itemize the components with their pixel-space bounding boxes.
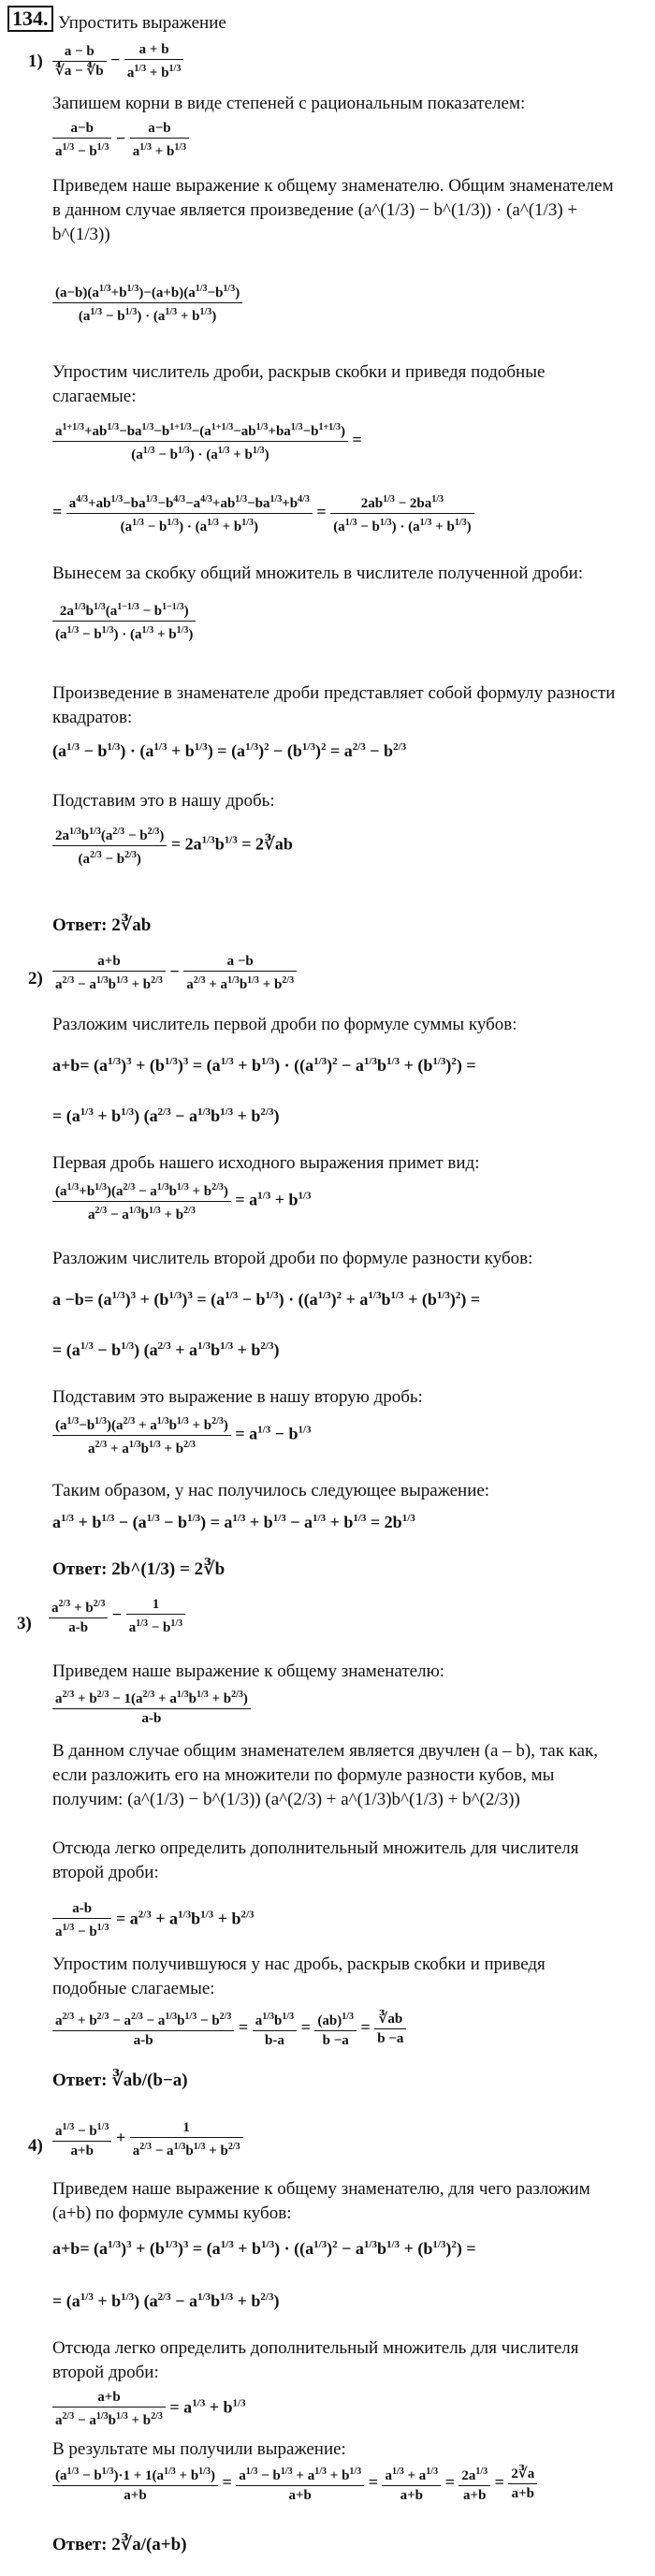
part2-formula-1: $a+b= (a^{1/3})^3 + (b^{1/3})^3 = (a^{1/3} + b^{1/3}) \cdot ((a^{1/3})^2 - a^{1/3}b^{1/3} + (b^{1/3})^2)$ = xyxy=(52,1056,476,1075)
part1-formula-1: $\frac{a-b}{a^{1/3} - b^{1/3}}$ − $\frac{a-b}{a^{1/3} + b^{1/3}}$ xyxy=(52,120,189,160)
part2-expression: $\frac{a+b}{a^{2/3} - a^{1/3}b^{1/3} + b^{2/3}}$ − $\frac{a -b}{a^{2/3} + a^{1/3}b^{1/3} + b^{2/3}}$ xyxy=(52,953,297,993)
part3-text-1: Приведем наше выражение к общему знаменателю: xyxy=(52,1661,445,1681)
part3-formula-2: $\frac{a-b}{a^{1/3} - b^{1/3}}$ = $a^{2/3} + a^{1/3}b^{1/3} + b^{2/3}$ xyxy=(52,1900,255,1940)
part3-answer: Ответ: ∛ab/(b−a) xyxy=(52,2071,188,2090)
part1-expression: $\frac{a - b}{∜a - ∜b}$ − $\frac{a + b}{a^{1/3} + b^{1/3}}$ xyxy=(52,41,183,81)
part1-formula-6: $(a^{1/3} - b^{1/3}) \cdot (a^{1/3} + b^{1/3}) = (a^{1/3})^2 - (b^{1/3})^2 = a^{2/3} - b^{2/3}$ xyxy=(52,741,407,760)
part2-formula-6: $\frac{(a^{1/3}-b^{1/3})(a^{2/3} + a^{1/3}b^{1/3} + b^{2/3})}{a^{2/3} + a^{1/3}b^{1/3} + b^{2/3}}$ = $a^{1/3} - b^{1/3}$ xyxy=(52,1413,312,1457)
part2-text-5: Таким образом, у нас получилось следующее выражение: xyxy=(52,1481,490,1500)
part2-formula-3: $\frac{(a^{1/3}+b^{1/3})(a^{2/3} - a^{1/3}b^{1/3} + b^{2/3})}{a^{2/3} - a^{1/3}b^{1/3} + b^{2/3}}$ = $a^{1/3} + b^{1/3}$ xyxy=(52,1179,312,1223)
part4-expression: $\frac{a^{1/3} - b^{1/3}}{a+b}$ + $\frac{1}{a^{2/3} - a^{1/3}b^{1/3} + b^{2/3}}$ xyxy=(52,2119,243,2159)
part3-text-4: Упростим получившуюся у нас дробь, раскрыв скобки и приведя подобные слагаемые: xyxy=(52,1954,546,1998)
part1-text-5: Произведение в знаменателе дроби представляет собой формулу разности квадратов: xyxy=(52,683,616,727)
part3-formula-1: $\frac{a^{2/3} + b^{2/3} - 1(a^{2/3} + a^{1/3}b^{1/3} + b^{2/3})}{a-b}$ xyxy=(52,1687,251,1727)
problem-number: 134. xyxy=(7,6,53,32)
part4-formula-3: $\frac{a+b}{a^{2/3} - a^{1/3}b^{1/3} + b^{2/3}}$ = $a^{1/3} + b^{1/3}$ xyxy=(52,2389,246,2429)
task-title: Упростить выражение xyxy=(58,13,226,33)
part1-text-2: Приведем наше выражение к общему знаменателю. Общим знаменателем в данном случае является произведение (a^(1/3) − b^(1/3)) · (a^(1/3) + b^(1/3)) xyxy=(52,176,614,244)
part2-formula-4: $a -b= (a^{1/3})^3 + (b^{1/3})^3 = (a^{1/3} - b^{1/3}) \cdot ((a^{1/3})^2 + a^{1/3}b^{1/3} + (b^{1/3})^2)$ = xyxy=(52,1290,481,1309)
part1-formula-3: $\frac{a^{1+1/3}+ab^{1/3}-ba^{1/3}-b^{1+1/3}-(a^{1+1/3}-ab^{1/3}+ba^{1/3}-b^{1+1/3})}{(a^{1/3} - b^{1/3}) \cdot (a^{1/3} + b^{1/3})}$ = xyxy=(52,419,362,463)
part1-text-3: Упростим числитель дроби, раскрыв скобки и приведя подобные слагаемые: xyxy=(52,362,546,406)
part1-label: 1) xyxy=(28,51,43,71)
part2-text-1: Разложим числитель первой дроби по формуле суммы кубов: xyxy=(52,1015,517,1034)
part1-text-6: Подставим это в нашу дробь: xyxy=(52,791,275,811)
part4-text-2: Отсюда легко определить дополнительный множитель для числителя второй дроби: xyxy=(52,2338,579,2382)
part4-label: 4) xyxy=(28,2136,43,2156)
part1-text-4: Вынесем за скобку общий множитель в числителе полученной дроби: xyxy=(52,564,584,583)
part4-text-1: Приведем наше выражение к общему знаменателю, для чего разложим (a+b) по формуле суммы кубов: xyxy=(52,2179,590,2223)
part4-text-3: В результате мы получили выражение: xyxy=(52,2439,346,2459)
part1-formula-4: = $\frac{a^{4/3}+ab^{1/3}-ba^{1/3}-b^{4/3}-a^{4/3}+ab^{1/3}-ba^{1/3}+b^{4/3}}{(a^{1/3} - b^{1/3}) \cdot (a^{1/3} + b^{1/3})}$ = $\frac{2ab^{1/3} - 2ba^{1/3}}{(a^{1/3} - b^{1/3}) \cdot (a^{1/3} + b^{1/3})}$ xyxy=(52,491,474,535)
part1-text-1: Запишем корни в виде степеней с рациональным показателем: xyxy=(52,94,526,113)
part1-formula-2: $\frac{(a-b)(a^{1/3}+b^{1/3})-(a+b)(a^{1/3}-b^{1/3})}{(a^{1/3} - b^{1/3}) \cdot (a^{1/3} + b^{1/3})}$ xyxy=(52,281,242,325)
part2-formula-2: = $(a^{1/3} + b^{1/3}) (a^{2/3} - a^{1/3}b^{1/3} + b^{2/3})$ xyxy=(52,1106,280,1125)
part1-formula-5: $\frac{2a^{1/3}b^{1/3}(a^{1-1/3} - b^{1-1/3})}{(a^{1/3} - b^{1/3}) \cdot (a^{1/3} + b^{1/3})}$ xyxy=(52,599,196,643)
part3-expression: $\frac{a^{2/3} + b^{2/3}}{a-b}$ − $\frac{1}{a^{1/3} - b^{1/3}}$ xyxy=(49,1596,185,1636)
part2-formula-7: $a^{1/3} + b^{1/3} - (a^{1/3} - b^{1/3}) = a^{1/3} + b^{1/3} - a^{1/3} + b^{1/3} = 2b^{1/3}$ xyxy=(52,1513,415,1531)
part3-label: 3) xyxy=(17,1614,32,1633)
part4-formula-1: $a+b= (a^{1/3})^3 + (b^{1/3})^3 = (a^{1/3} + b^{1/3}) \cdot ((a^{1/3})^2 - a^{1/3}b^{1/3} + (b^{1/3})^2)$ = xyxy=(52,2239,476,2258)
part1-answer: Ответ: 2∛ab xyxy=(52,915,152,935)
part3-text-3: Отсюда легко определить дополнительный множитель для числителя второй дроби: xyxy=(52,1838,579,1882)
part4-formula-2: = $(a^{1/3} + b^{1/3}) (a^{2/3} - a^{1/3}b^{1/3} + b^{2/3})$ xyxy=(52,2291,280,2310)
part2-text-4: Подставим это выражение в нашу вторую дробь: xyxy=(52,1387,423,1407)
part2-label: 2) xyxy=(28,969,43,988)
part2-formula-5: = $(a^{1/3} - b^{1/3}) (a^{2/3} + a^{1/3}b^{1/3} + b^{2/3})$ xyxy=(52,1340,280,1359)
part2-text-2: Первая дробь нашего исходного выражения примет вид: xyxy=(52,1153,480,1173)
part2-answer: Ответ: 2b^(1/3) = 2∛b xyxy=(52,1559,226,1579)
part4-formula-4: $\frac{(a^{1/3} - b^{1/3})\cdot 1 + 1(a^{1/3} + b^{1/3})}{a+b}$ = $\frac{a^{1/3} - b^{1/3} + a^{1/3} + b^{1/3}}{a+b}$ = $\frac{a^{1/3} + a^{1/3}}{a+b}$ = $\frac{2a^{1/3}}{a+b}$ = $\frac{2∛a}{a+b}$ xyxy=(52,2464,537,2504)
part3-formula-3: $\frac{a^{2/3} + b^{2/3} - a^{2/3} - a^{1/3}b^{1/3} - b^{2/3}}{a-b}$ = $\frac{a^{1/3}b^{1/3}}{b-a}$ = $\frac{(ab)^{1/3}}{b -a}$ = $\frac{∛ab}{b -a}$ xyxy=(52,2009,406,2049)
part1-formula-7: $\frac{2a^{1/3}b^{1/3}(a^{2/3} - b^{2/3})}{(a^{2/3} - b^{2/3})}$ = $2a^{1/3}b^{1/3}$ = 2∛ab xyxy=(52,824,293,868)
part2-text-3: Разложим числитель второй дроби по формуле разности кубов: xyxy=(52,1249,533,1268)
part4-answer: Ответ: 2∛a/(a+b) xyxy=(52,2535,187,2554)
part3-text-2: В данном случае общим знаменателем является двучлен (a – b), так как, если разложить его на множители по формуле разности кубов, мы получим: (a^(1/3) − b^(1/3)) (a^(2/3) + a^(1/3)b^(1/3) + b^(2/3)) xyxy=(52,1741,599,1809)
